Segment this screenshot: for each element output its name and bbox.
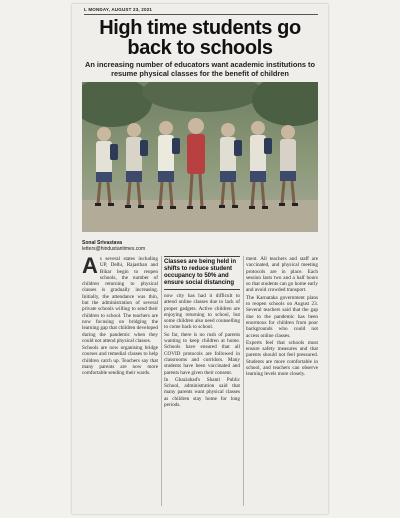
news-photo (82, 82, 318, 232)
byline (82, 240, 145, 252)
col2-paragraph-1: now city has had it difficult to attend online classes due to lack of proper gadgets. Active children are enjoying returning to school, but some children also need counselling to come back to school. (164, 293, 240, 331)
col3-paragraph-2: The Karnataka government plans to reopen schools on August 23. Several teachers said that the gap due to the pandemic has been enormous for children from poor backgrounds who could not access online classes. (246, 294, 318, 339)
dropcap: A (82, 253, 98, 278)
byline-name: Sonal Srivastava (82, 240, 123, 246)
col2-paragraph-2: So far, there is no rush of parents wanting to keep children at home. Schools have ensured that all COVID protocols are followed in classrooms and corridors. Many students have been vaccinated and parents have given their consent. (164, 331, 240, 376)
headline: High time students go back to schools (99, 17, 301, 59)
newspaper-page (72, 4, 328, 514)
col1-paragraph-1: s several states including UP, Delhi, Rajasthan and Bihar begin to reopen schools, the number of children returning to physical classes is gradually increasing. Initially, the attendance was thin, but the administration of several private schools willing to send their children to school. The teachers are now focusing on bridging the learning gap that children developed during the pandemic when they could not attend physical classes. (82, 256, 158, 344)
col3-paragraph-3: Experts feel that schools must ensure safety measures and that parents should not feel pressured. Students are more comfortable in school, and teachers can observe learning levels more closely. (246, 339, 318, 378)
column-divider (243, 256, 244, 506)
article-column-1 (82, 253, 158, 378)
byline-email: letters@hindustantimes.com (82, 246, 146, 252)
col2-paragraph-3: In Ghaziabad's Shanti Public School, administration said that many parents want physical classes as children stay home for long periods. (164, 376, 240, 409)
column-divider (161, 256, 162, 506)
article-column-3 (246, 256, 318, 379)
col1-paragraph-2: Schools are now organising bridge courses and remedial classes to help children catch up. Teachers say that many parents are now more comfortable sending their wards. (82, 345, 158, 377)
top-rule (84, 14, 318, 15)
children-walking-photo (82, 82, 318, 232)
col3-paragraph-1: ment. All teachers and staff are vaccinated, and physical meeting protocols are in place. Each session lasts two and a half hours so that students can go home early and avoid crowded transport. (246, 256, 318, 294)
deck-subheadline: An increasing number of educators want academic institutions to resume physical classes for the benefit of children (85, 60, 315, 78)
article-column-2 (164, 256, 240, 409)
dateline: L MONDAY, AUGUST 23, 2021 (84, 7, 153, 12)
pull-quote: Classes are being held in shifts to reduce student occupancy to 50% and ensure social distancing (164, 256, 240, 290)
